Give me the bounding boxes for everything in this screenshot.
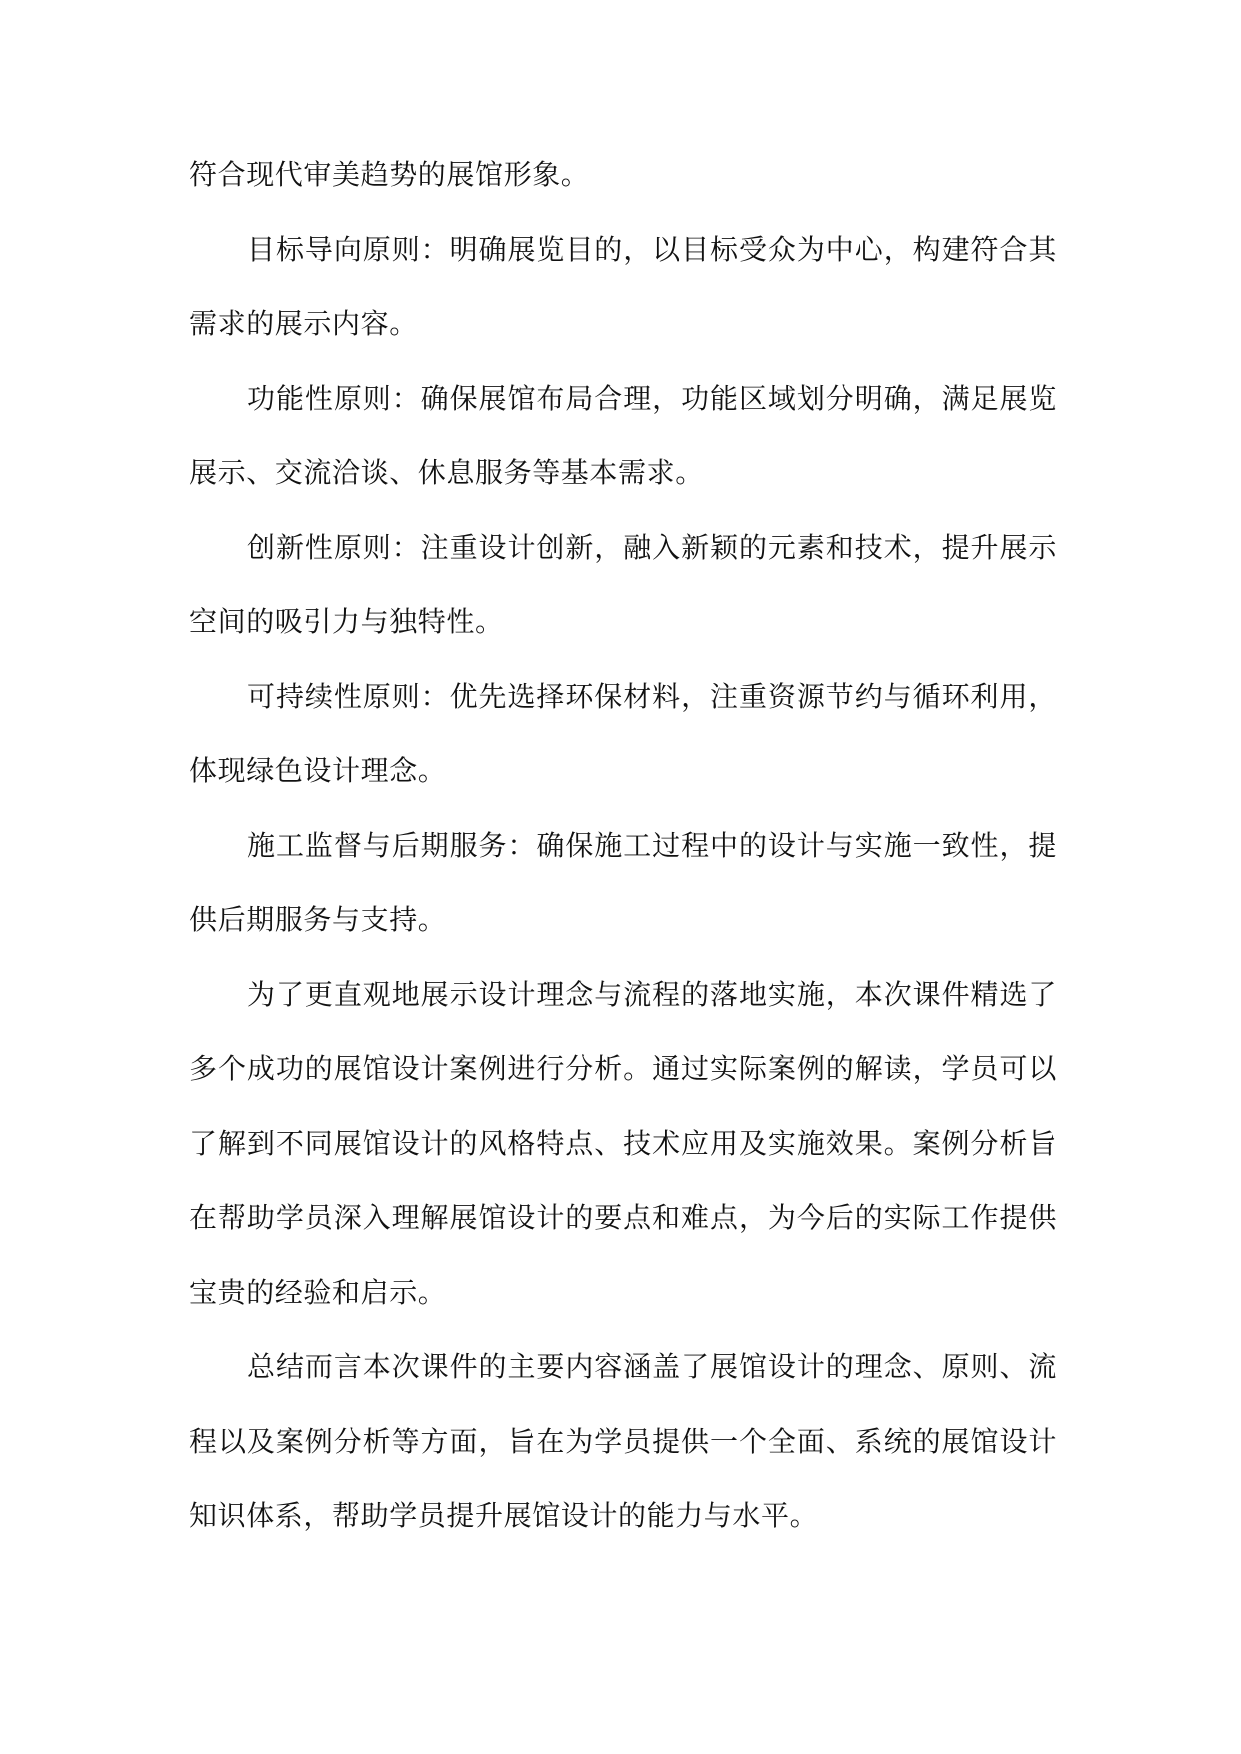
document-body bbox=[189, 138, 1057, 1554]
paragraph-5: 施工监督与后期服务：确保施工过程中的设计与实施一致性，提供后期服务与支持。 bbox=[189, 828, 1057, 936]
paragraph-3: 创新性原则：注重设计创新，融入新颖的元素和技术，提升展示空间的吸引力与独特性。 bbox=[189, 530, 1057, 638]
paragraph-4: 可持续性原则：优先选择环保材料，注重资源节约与循环利用，体现绿色设计理念。 bbox=[189, 679, 1057, 787]
paragraph-1: 目标导向原则：明确展览目的，以目标受众为中心，构建符合其需求的展示内容。 bbox=[189, 232, 1057, 340]
paragraph-6: 为了更直观地展示设计理念与流程的落地实施，本次课件精选了多个成功的展馆设计案例进行分析。通过实际案例的解读，学员可以了解到不同展馆设计的风格特点、技术应用及实施效果。案例分析旨在帮助学员深入理解展馆设计的要点和难点，为今后的实际工作提供宝贵的经验和启示。 bbox=[189, 977, 1057, 1309]
paragraph-7: 总结而言本次课件的主要内容涵盖了展馆设计的理念、原则、流程以及案例分析等方面，旨在为学员提供一个全面、系统的展馆设计知识体系，帮助学员提升展馆设计的能力与水平。 bbox=[189, 1350, 1057, 1532]
paragraph-2: 功能性原则：确保展馆布局合理，功能区域划分明确，满足展览展示、交流洽谈、休息服务等基本需求。 bbox=[189, 381, 1057, 489]
paragraph-0: 符合现代审美趋势的展馆形象。 bbox=[189, 158, 590, 191]
